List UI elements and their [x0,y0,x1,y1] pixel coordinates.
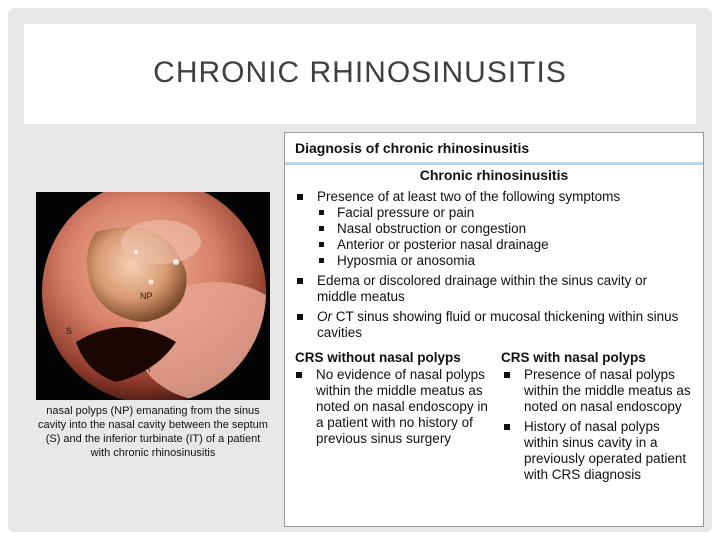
bullet-icon [296,372,302,378]
without-polyps-list [316,367,488,447]
endoscopy-image [36,192,270,400]
panel-title: Diagnosis of chronic rhinosinusitis [295,140,530,156]
label-it: IT [144,364,152,374]
criteria-list [317,189,687,205]
with-polyps-list [524,367,696,483]
bullet-icon [297,278,303,284]
bullet-icon [504,372,510,378]
figure-caption: nasal polyps (NP) emanating from the sinus cavity into the nasal cavity between the septum (S) and the inferior turbinate (IT) of a patient with chronic rhinosinusitis [38,405,268,459]
criterion-item: Presence of at least two of the following symptoms [317,189,687,205]
endoscopy-photo [36,192,270,400]
panel-divider [285,162,703,165]
diagnosis-panel [284,132,704,527]
symptom-item: Nasal obstruction or congestion [337,221,677,237]
bullet-icon [319,210,324,215]
bullet-icon [319,258,324,263]
criterion-or: Or [317,309,332,324]
criterion-item: Or CT sinus showing fluid or mucosal thickening within sinus cavities [317,309,687,341]
criteria-list-continued [317,309,687,341]
bullet-icon [297,194,303,200]
symptom-list [337,205,677,269]
without-polyps-heading: CRS without nasal polyps [295,350,461,365]
slide-title: CHRONIC RHINOSINUSITIS [153,56,567,89]
section-heading: Chronic rhinosinusitis [419,167,569,183]
without-polyps-item: No evidence of nasal polyps within the middle meatus as noted on nasal endoscopy in a patient with no history of previous sinus surgery [316,367,488,447]
criterion-item: Edema or discolored drainage within the sinus cavity or middle meatus [317,273,687,305]
title-box [24,24,696,124]
label-s: S [66,326,73,336]
label-np: NP [140,291,153,301]
symptom-item: Anterior or posterior nasal drainage [337,237,677,253]
with-polyps-heading: CRS with nasal polyps [501,350,646,365]
bullet-icon [319,226,324,231]
symptom-item: Facial pressure or pain [337,205,677,221]
bullet-icon [504,424,510,430]
with-polyps-item: Presence of nasal polyps within the middle meatus as noted on nasal endoscopy [524,367,696,415]
bullet-icon [319,242,324,247]
bullet-icon [297,314,303,320]
symptom-item: Hyposmia or anosomia [337,253,677,269]
criteria-list-continued [317,273,687,305]
with-polyps-item: History of nasal polyps within sinus cavity in a previously operated patient with CRS diagnosis [524,419,696,483]
